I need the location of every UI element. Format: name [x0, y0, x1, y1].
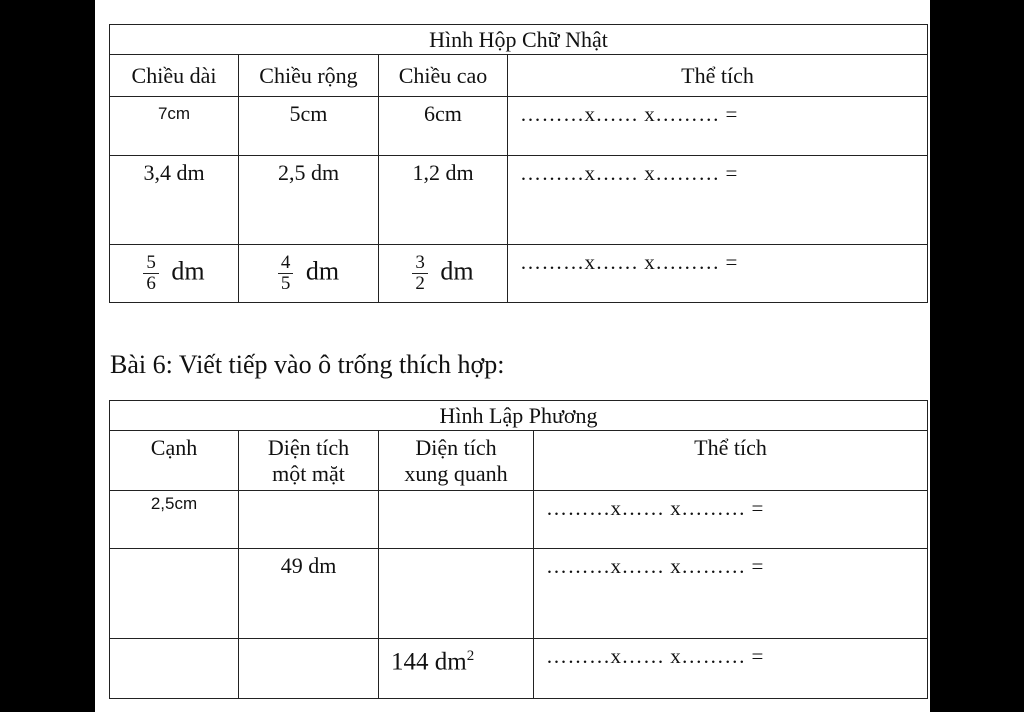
document-page [95, 0, 930, 712]
table-row [110, 245, 928, 303]
cell-length: 3,4 dm [110, 156, 239, 245]
unit-label: dm [305, 256, 340, 286]
table-row [110, 97, 928, 156]
cube-table [109, 400, 928, 699]
cell-volume[interactable]: ………x…… x……… = [534, 549, 928, 639]
cuboid-table-caption: Hình Hộp Chữ Nhật [110, 25, 928, 55]
cell-volume[interactable]: ………x…… x……… = [534, 639, 928, 699]
cell-width-fraction [239, 245, 379, 303]
cell-length-fraction [110, 245, 239, 303]
header-volume: Thể tích [534, 431, 928, 491]
fraction: $\frac{5}{6}$ [143, 253, 159, 294]
cell-width: 2,5 dm [239, 156, 379, 245]
table-row [110, 491, 928, 549]
cell-edge: 2,5cm [110, 491, 239, 549]
fraction: $\frac{4}{5}$ [278, 253, 294, 294]
cube-table-caption: Hình Lập Phương [110, 401, 928, 431]
cell-volume[interactable]: ………x…… x……… = [508, 245, 928, 303]
cell-height-fraction [379, 245, 508, 303]
table-row [110, 639, 928, 699]
exercise-heading: Bài 6: Viết tiếp vào ô trống thích hợp: [110, 350, 505, 379]
superscript: 2 [466, 648, 475, 664]
cell-height: 6cm [379, 97, 508, 156]
header-face-area: Diện tích một mặt [239, 431, 379, 491]
cell-width: 5cm [239, 97, 379, 156]
cell-length: 7cm [110, 97, 239, 156]
header-length: Chiều dài [110, 55, 239, 97]
cell-edge[interactable] [110, 639, 239, 699]
table-row [110, 156, 928, 245]
header-volume: Thể tích [508, 55, 928, 97]
cell-lateral-area: 144 $dm^2$ [379, 639, 534, 699]
cell-volume[interactable]: ………x…… x……… = [508, 156, 928, 245]
unit-label: dm [171, 256, 205, 286]
header-width: Chiều rộng [239, 55, 379, 97]
header-edge: Cạnh [110, 431, 239, 491]
table-row [110, 549, 928, 639]
cell-height: 1,2 dm [379, 156, 508, 245]
unit-label: dm [440, 256, 474, 286]
cell-face-area[interactable] [239, 491, 379, 549]
cuboid-table [109, 24, 928, 303]
cell-lateral-area[interactable] [379, 549, 534, 639]
cell-face-area[interactable] [239, 639, 379, 699]
header-lateral-area: Diện tích xung quanh [379, 431, 534, 491]
cell-lateral-area[interactable] [379, 491, 534, 549]
header-height: Chiều cao [379, 55, 508, 97]
fraction: $\frac{3}{2}$ [412, 253, 428, 294]
cell-face-area: 49 dm [239, 549, 379, 639]
cell-volume[interactable]: ………x…… x……… = [534, 491, 928, 549]
cell-volume[interactable]: ………x…… x……… = [508, 97, 928, 156]
cell-edge[interactable] [110, 549, 239, 639]
